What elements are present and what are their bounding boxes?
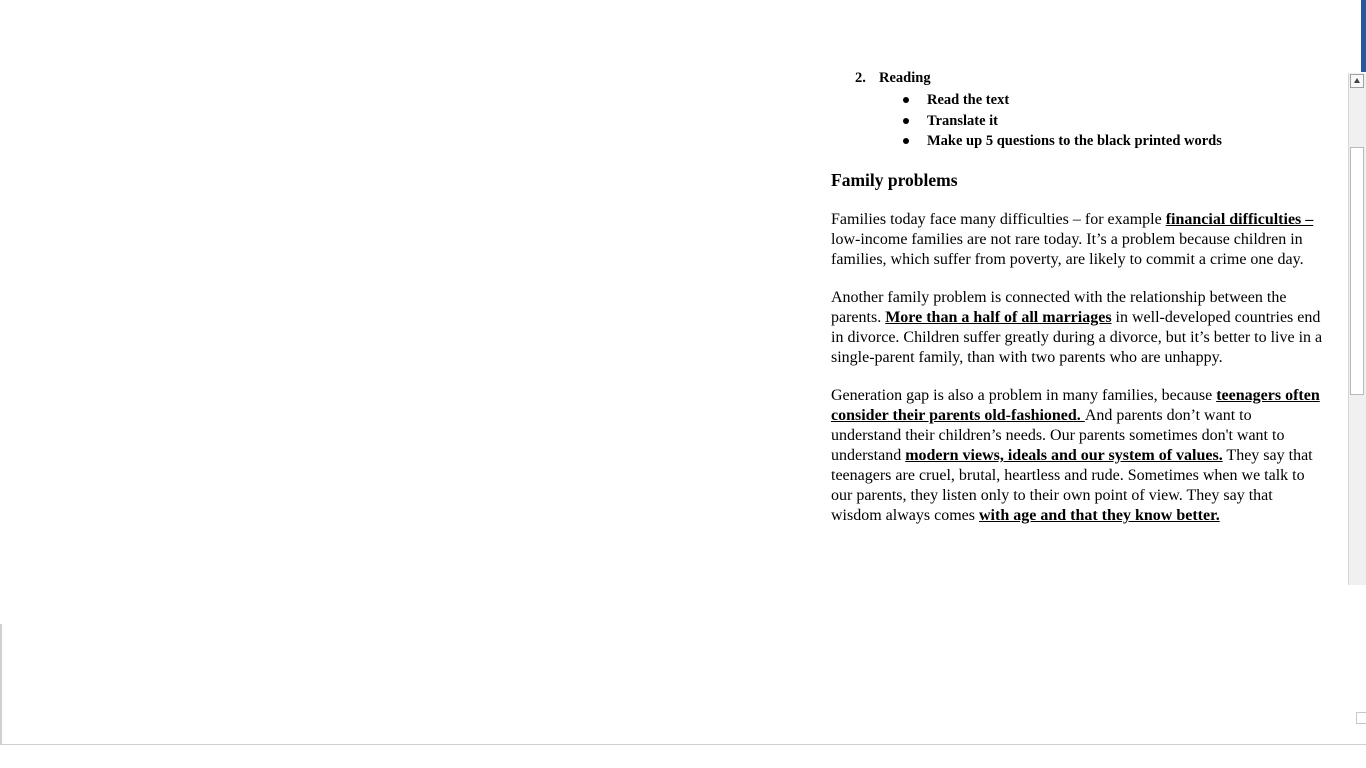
article-heading: Family problems	[831, 170, 958, 190]
window-accent-bar	[1361, 0, 1366, 72]
bullet-text: Make up 5 questions to the black printed words	[927, 133, 1222, 149]
article-body	[831, 168, 1323, 544]
bullet-text: Translate it	[927, 112, 999, 129]
scroll-up-arrow-icon[interactable]	[1350, 74, 1364, 88]
paragraph-text: low-income families are not rare today. It’s a problem because children in families, which suffer from poverty, are likely to commit a crime one day.	[831, 231, 1304, 268]
article-paragraph-3	[831, 386, 1323, 526]
paragraph-text: Generation gap is also a problem in many families, because	[831, 387, 1217, 404]
highlighted-phrase: More than a half of all marriages	[885, 309, 1112, 326]
list-item	[903, 90, 1222, 111]
list-item	[903, 111, 1222, 132]
highlighted-phrase: modern views, ideals and our system of values.	[905, 447, 1223, 464]
paragraph-text: in well-developed countries end in divorce. Children suffer greatly during a divorce, but it’s better to live in a single-parent family, than with two parents who are unhappy.	[831, 309, 1323, 366]
paragraph-text: Families today face many difficulties – for example	[831, 211, 1166, 228]
bullet-icon	[903, 138, 909, 144]
highlighted-phrase: financial difficulties –	[1165, 211, 1314, 228]
highlighted-phrase: with age and that they know better.	[978, 507, 1220, 524]
bullet-icon	[903, 97, 909, 103]
bottom-frame-left-edge	[0, 624, 2, 744]
highlighted-phrase: teenagers often consider their parents old-fashioned.	[831, 387, 1320, 424]
task-number: 2.	[855, 70, 866, 86]
bottom-frame-divider	[0, 744, 1366, 745]
corner-resize-handle[interactable]	[1356, 712, 1366, 724]
paragraph-text: Another family problem is connected with the relationship between the parents.	[831, 289, 1287, 326]
paragraph-text: They say that teenagers are cruel, brutal, heartless and rude. Sometimes when we talk to our parents, they listen only to their own point of view. They say that wisdom always comes	[831, 447, 1313, 524]
bullet-icon	[903, 118, 909, 124]
task-bullet-list	[903, 90, 1222, 152]
paragraph-text: And parents don’t want to understand their children’s needs. Our parents sometimes don't want to understand	[831, 407, 1285, 464]
scrollbar-thumb[interactable]	[1350, 147, 1364, 395]
list-item	[903, 131, 1222, 152]
bullet-text: Read the text	[927, 92, 1010, 108]
article-paragraph-1	[831, 210, 1323, 270]
article-paragraph-2	[831, 288, 1323, 368]
task-title: Reading	[879, 70, 931, 86]
